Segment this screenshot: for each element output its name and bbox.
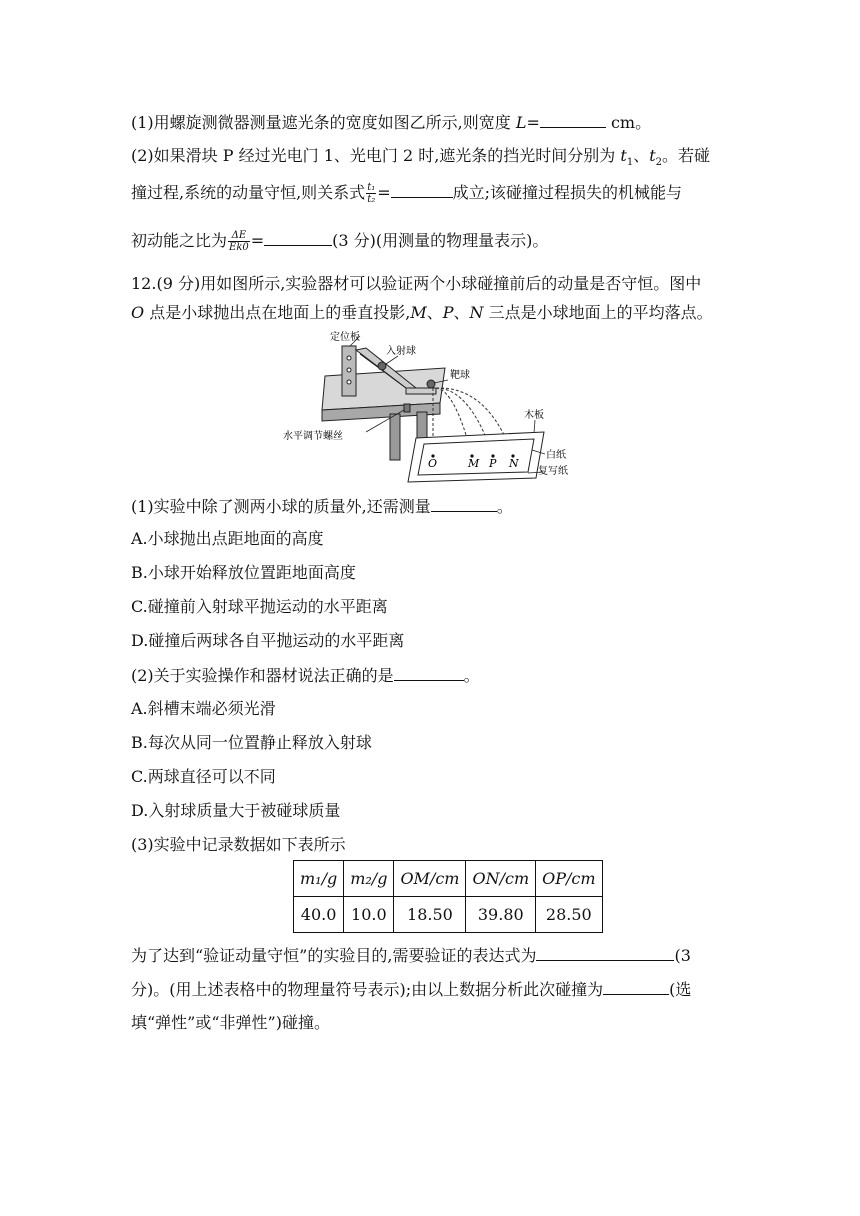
t1-var: t xyxy=(620,146,627,165)
q12-sub3-question: (3)实验中记录数据如下表所示 xyxy=(131,835,346,854)
table-row xyxy=(294,897,603,933)
separator: 、 xyxy=(426,303,443,322)
equals-sign: = xyxy=(377,183,391,202)
label-white-paper: 白纸 xyxy=(546,450,566,461)
separator: 、 xyxy=(633,146,650,165)
relation-text: 撞过程,系统的动量守恒,则关系式 xyxy=(131,183,366,202)
label-carbon-paper: 复写纸 xyxy=(538,466,568,477)
data-table xyxy=(293,860,603,933)
energy-fraction xyxy=(228,230,250,253)
point-N: N xyxy=(469,303,484,322)
q11-part1 xyxy=(131,111,651,134)
figure-point-N: N xyxy=(509,457,519,470)
sub2-option-c: C.两球直径可以不同 xyxy=(131,767,276,786)
header-ON: ON/cm xyxy=(472,869,530,888)
figure-point-P: P xyxy=(489,457,497,470)
q11-part2-text-end: 。若碰 xyxy=(662,146,711,165)
figure-point-O: O xyxy=(428,457,438,470)
q11-part2-line1 xyxy=(131,145,710,174)
table-cell: 40.0 xyxy=(294,897,344,933)
table-cell: 18.50 xyxy=(394,897,466,933)
q12-intro-line2 xyxy=(131,302,713,324)
answer-blank-energy[interactable] xyxy=(264,229,332,246)
sub1-option-c: C.碰撞前入射球平抛运动的水平距离 xyxy=(131,597,388,616)
frac-numerator: t₁ xyxy=(367,182,376,193)
sub2-option-b: B.每次从同一位置静止释放入射球 xyxy=(131,733,372,752)
equals-sign: = xyxy=(250,231,265,250)
q11-part2-line3 xyxy=(131,229,548,253)
q12-sub2-question xyxy=(131,664,480,687)
point-O: O xyxy=(131,303,145,322)
table-header-row xyxy=(294,861,603,897)
table-header xyxy=(394,861,466,897)
sub3-choose: (选 xyxy=(669,980,692,999)
sub3-score: (3 xyxy=(674,946,691,965)
q11-part2-line2 xyxy=(131,181,682,205)
header-m1: m₁/g xyxy=(300,869,338,888)
answer-blank-collision-type[interactable] xyxy=(603,978,669,995)
label-wood-board: 木板 xyxy=(524,410,544,421)
sub2-option-d: D.入射球质量大于被碰球质量 xyxy=(131,801,341,820)
frac-numerator: ΔE xyxy=(228,230,250,242)
frac-denominator: Ek0 xyxy=(229,242,249,253)
figure-point-M: M xyxy=(468,457,480,470)
q11-part1-text: (1)用螺旋测微器测量遮光条的宽度如图乙所示,则宽度 xyxy=(131,113,516,132)
answer-blank-expression[interactable] xyxy=(536,944,674,961)
table-header xyxy=(344,861,394,897)
table-header xyxy=(466,861,536,897)
t2-var: t xyxy=(649,146,656,165)
table-cell: 10.0 xyxy=(344,897,394,933)
sub2-text: (2)关于实验操作和器材说法正确的是 xyxy=(131,666,394,685)
table-header xyxy=(294,861,344,897)
label-level-screw: 水平调节螺丝 xyxy=(283,431,343,442)
sub1-end: 。 xyxy=(496,497,513,516)
header-OP: OP/cm xyxy=(542,869,596,888)
header-OM: OM/cm xyxy=(400,869,460,888)
label-positioning-board: 定位板 xyxy=(330,332,360,343)
table-header xyxy=(536,861,602,897)
point-P: P xyxy=(442,303,454,322)
intro-text-end: 三点是小球地面上的平均落点。 xyxy=(483,303,713,322)
answer-blank-ratio[interactable] xyxy=(391,181,453,198)
t2-sub: 2 xyxy=(655,157,663,169)
equals-sign: = xyxy=(526,113,540,132)
sub1-option-d: D.碰撞后两球各自平抛运动的水平距离 xyxy=(131,631,405,650)
width-variable: L xyxy=(515,113,527,132)
q12-sub1-question xyxy=(131,495,513,518)
q12-sub3-line2 xyxy=(131,978,691,1001)
unit-cm: cm。 xyxy=(605,113,652,132)
table-cell: 39.80 xyxy=(466,897,536,933)
answer-blank-width[interactable] xyxy=(540,111,606,128)
sub1-text: (1)实验中除了测两小球的质量外,还需测量 xyxy=(131,497,431,516)
intro-text: 点是小球抛出点在地面上的垂直投影, xyxy=(144,303,411,322)
sub1-option-a: A.小球抛出点距地面的高度 xyxy=(131,529,324,548)
q12-intro-line1: 12.(9 分)用如图所示,实验器材可以验证两个小球碰撞前后的动量是否守恒。图中 xyxy=(131,274,702,293)
sub2-end: 。 xyxy=(463,666,480,685)
answer-blank-sub2[interactable] xyxy=(394,664,464,681)
label-target-ball: 靶球 xyxy=(450,370,470,381)
frac-denominator: t₂ xyxy=(367,194,376,205)
sub1-option-b: B.小球开始释放位置距地面高度 xyxy=(131,563,356,582)
q12-sub3-line1 xyxy=(131,944,691,967)
label-incident-ball: 入射球 xyxy=(386,346,416,357)
answer-blank-sub1[interactable] xyxy=(431,495,497,512)
relation-text-end: 成立;该碰撞过程损失的机械能与 xyxy=(452,183,683,202)
experiment-apparatus-figure xyxy=(283,328,580,488)
header-m2: m₂/g xyxy=(350,869,388,888)
energy-ratio-text: 初动能之比为 xyxy=(131,231,228,250)
point-M: M xyxy=(410,303,427,322)
sub3-text: 为了达到“验证动量守恒”的实验目的,需要验证的表达式为 xyxy=(131,946,537,965)
separator: 、 xyxy=(453,303,470,322)
q12-sub3-line3: 填“弹性”或“非弹性”)碰撞。 xyxy=(131,1013,330,1032)
t1-over-t2-fraction xyxy=(366,182,376,205)
score-note: (3 分)(用测量的物理量表示)。 xyxy=(332,231,549,250)
sub3-text2: 分)。(用上述表格中的物理量符号表示);由以上数据分析此次碰撞为 xyxy=(131,980,604,999)
table-cell: 28.50 xyxy=(536,897,602,933)
sub2-option-a: A.斜槽末端必须光滑 xyxy=(131,699,276,718)
q11-part2-text: (2)如果滑块 P 经过光电门 1、光电门 2 时,遮光条的挡光时间分别为 xyxy=(131,146,621,165)
t1-sub: 1 xyxy=(626,157,634,169)
